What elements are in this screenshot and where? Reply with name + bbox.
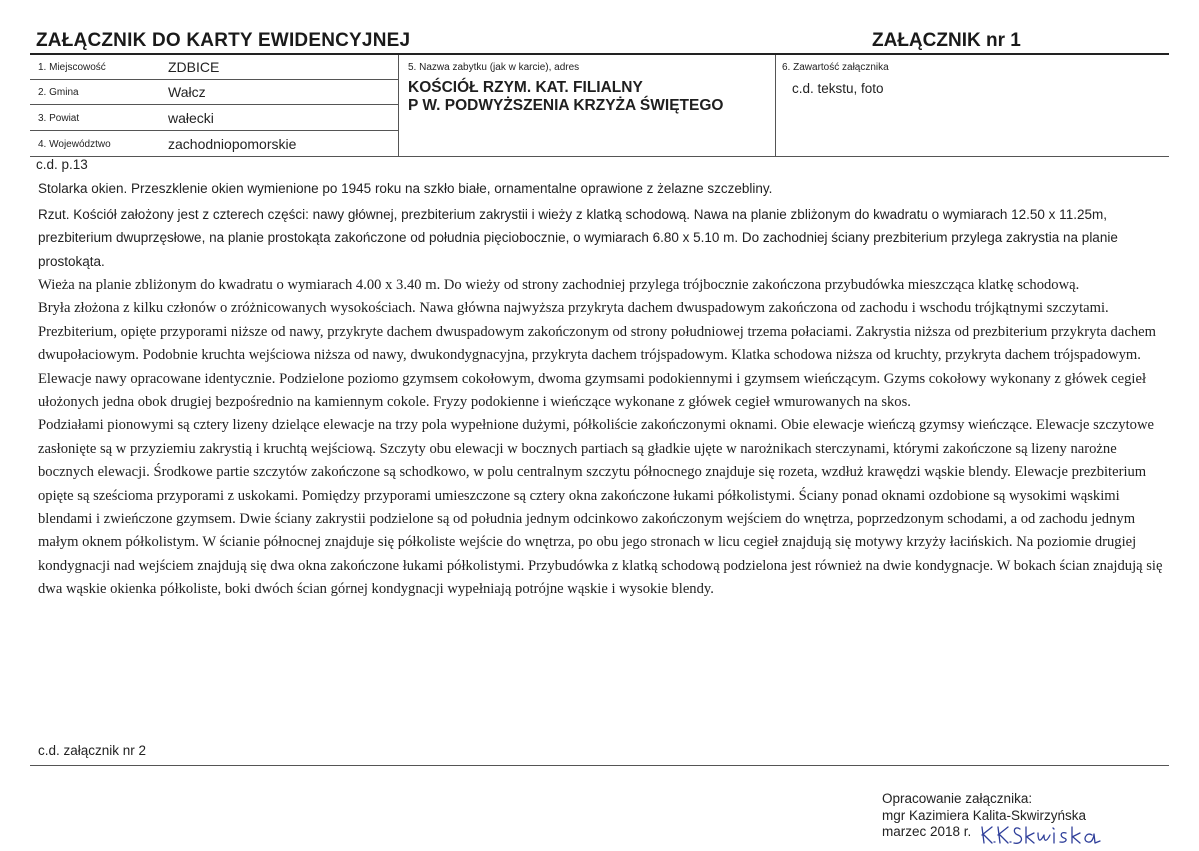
nazwa-label: 5. Nazwa zabytku (jak w karcie), adres [408, 62, 580, 73]
date: marzec 2018 r. [882, 824, 972, 839]
miejscowosc-value: ZDBICE [168, 59, 220, 75]
body-serif [38, 274, 1168, 602]
paragraph-massing: Bryła złożona z kilku członów o zróżnicowanych wysokościach. Nawa główna najwyższa przykryta dachem dwuspadowym zakończona od zachodu i wschodu trójkątnymi szczytami. Prezbiterium, opięte przyporami niższe od nawy, przykryte dachem dwuspadowym zakończonym od strony południowej trzema połaciami. Zakrystia niższa od prezbiterium przykryta dachem dwupołaciowym. Podobnie kruchta wejściowa niższa od nawy, dwukondygnacyjna, przykryta dachem trójspadowym. Klatka schodowa niższa od kruchty, przykryta dachem trójspadowym. [38, 300, 1156, 364]
table-bottom-rule [30, 156, 1169, 157]
paragraph-tower: Wieża na planie zbliżonym do kwadratu o wymiarach 4.00 x 3.40 m. Do wieży od strony zachodniej przylega trójbocznie zakończona przybudówka mieszcząca klatkę schodową. [38, 277, 1080, 293]
zawartosc-value: c.d. tekstu, foto [792, 81, 884, 96]
miejscowosc-label: 1. Miejscowość [38, 62, 106, 73]
monument-name-line-2: P W. PODWYŻSZENIA KRZYŻA ŚWIĘTEGO [408, 97, 724, 114]
column-divider-1 [398, 55, 399, 156]
footer-rule [30, 765, 1169, 766]
gmina-value: Wałcz [168, 84, 206, 100]
gmina-label: 2. Gmina [38, 87, 79, 98]
continuation-top: c.d. p.13 [36, 157, 88, 172]
zawartosc-label: 6. Zawartość załącznika [782, 62, 889, 73]
row-divider-3 [30, 130, 398, 131]
row-divider-1 [30, 79, 398, 80]
paragraph-window-joinery: Stolarka okien. Przeszklenie okien wymienione po 1945 roku na szkło białe, ornamentalne oprawione z żelazne szczebliny. [38, 181, 773, 196]
row-divider-2 [30, 104, 398, 105]
document-title: ZAŁĄCZNIK DO KARTY EWIDENCYJNEJ [36, 30, 411, 51]
paragraph-nave-elevations: Elewacje nawy opracowane identycznie. Podzielone poziomo gzymsem cokołowym, dwoma gzymsami podokiennymi i gzymsem wieńczącym. Gzyms cokołowy wykonany z główek cegieł ułożonych jedna obok drugiej bezpośrednio na kamiennym cokole. Fryzy podokienne i wieńczące wykonane z główek cegieł wmurowanych na skos. [38, 370, 1147, 411]
continuation-bottom: c.d. załącznik nr 2 [38, 743, 147, 758]
author-name: mgr Kazimiera Kalita-Skwirzyńska [882, 807, 1087, 823]
wojewodztwo-value: zachodniopomorskie [168, 136, 297, 152]
paragraph-vertical-divisions: Podziałami pionowymi są cztery lizeny dzielące elewacje na trzy pola wypełnione dużymi, półkoliście zakończonymi oknami. Obie elewacje wieńczą gzymsy wieńczące. Elewacje szczytowe zasłonięte są w przyziemiu zakrystią i kruchtą wejściową. Szczyty obu elewacji w bocznych partiach są gładkie ujęte w narożnikach sterczynami, którymi zakończone są lizeny narożne bocznych elewacji. Środkowe partie szczytów zakończone są schodkowo, w polu centralnym szczytu północnego znajduje się rozeta, wzdłuż krawędzi wąskie blendy. Elewacje prezbiterium opięte są sześcioma przyporami z uskokami. Pomiędzy przyporami umieszczone są cztery okna zakończone łukami półkolistymi. Ściany ponad oknami ozdobione są wysokimi wąskimi blendami i zwieńczone gzymsem. Dwie ściany zakrystii podzielone są od południa jednym odcinkowo zakończonym wejściem do wnętrza, poprzedzonym schodami, a od zachodu jednym małym oknem półkolistym. W ścianie północnej znajduje się półkoliste wejście do wnętrza, po obu jego stronach w licu cegieł znajdują się motywy krzyży łacińskich. Na poziomie drugiej kondygnacji nad wejściem znajdują się dwa okna zakończone łukami półkolistymi. Przybudówka z klatką schodową podzielona jest również na dwie kondygnacje. W bokach ścian znajdują się dwa wąskie okienka półkoliste, boki dwóch ścian górnej kondygnacji wypełniają potrójne wąskie i wysokie blendy. [38, 417, 1163, 598]
handwritten-signature [978, 821, 1118, 847]
attachment-number: ZAŁĄCZNIK nr 1 [872, 30, 1021, 51]
column-divider-2 [775, 55, 776, 156]
paragraph-plan: Rzut. Kościół założony jest z czterech części: nawy głównej, prezbiterium zakrystii i wieży z klatką schodową. Nawa na planie zbliżonym do kwadratu o wymiarach 12.50 x 11.25m, prezbiterium dwuprzęsłowe, na planie prostokąta zakończone od południa pięciobocznie, o wymiarach 6.80 x 5.10 m. Do zachodniej ściany prezbiterium przylega zakrystia na planie prostokąta. [38, 207, 1118, 269]
monument-name-line-1: KOŚCIÓŁ RZYM. KAT. FILIALNY [408, 79, 643, 96]
powiat-label: 3. Powiat [38, 113, 80, 124]
powiat-value: wałecki [168, 110, 214, 126]
header-rule [30, 53, 1169, 55]
wojewodztwo-label: 4. Województwo [38, 139, 111, 150]
prepared-by-label: Opracowanie załącznika: [882, 791, 1033, 806]
monument-name [408, 79, 723, 115]
